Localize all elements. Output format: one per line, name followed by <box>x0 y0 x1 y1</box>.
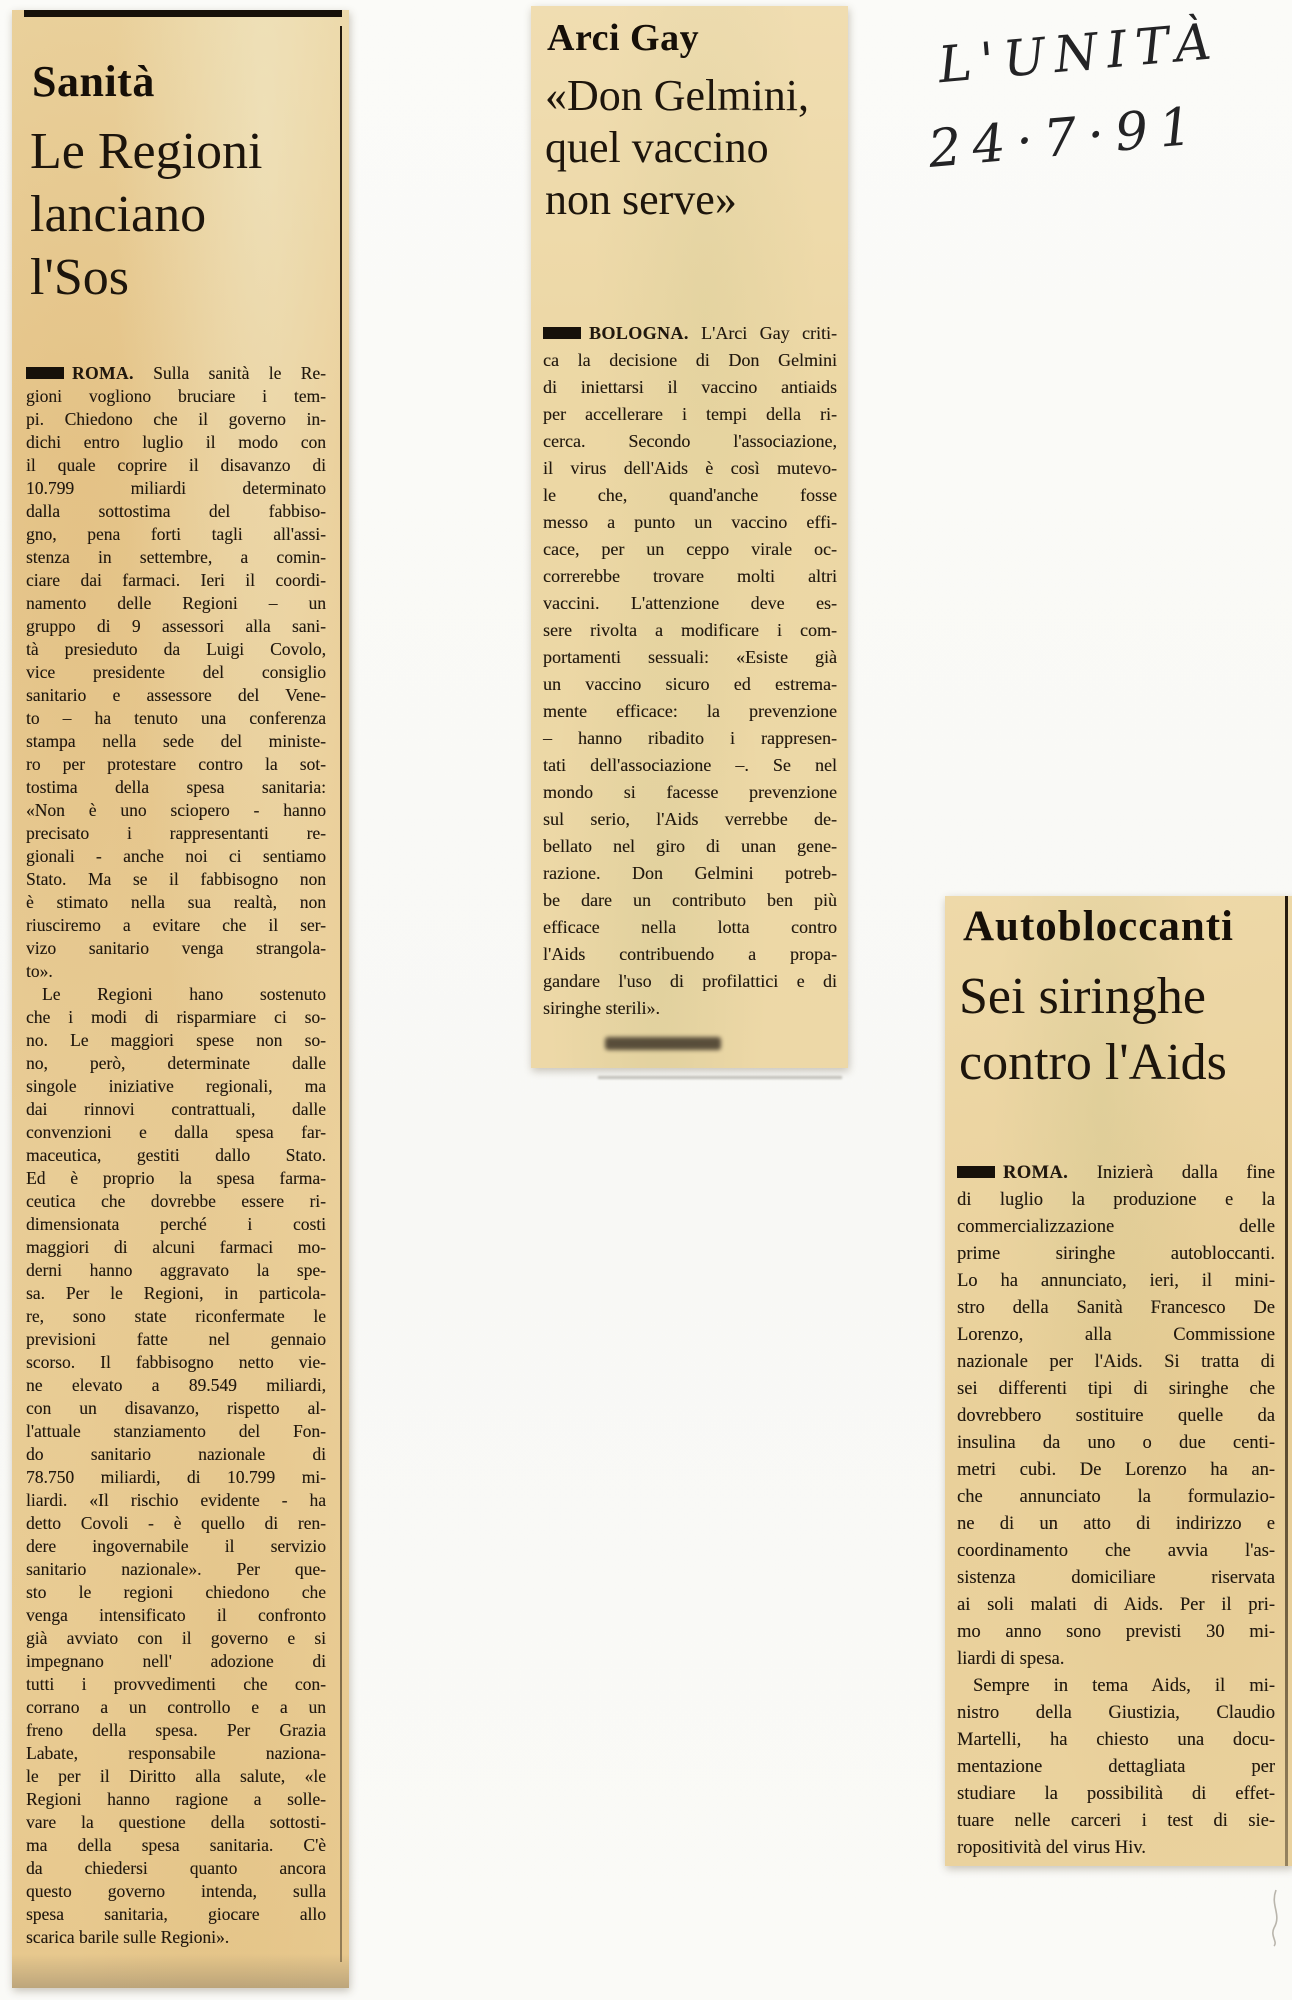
body-line: ciare dai farmaci. Ieri il coordi- <box>26 570 326 590</box>
body-line: maceutica, gestiti dallo Stato. <box>26 1145 326 1165</box>
body-line: dere ingovernabile il servizio <box>26 1536 326 1556</box>
body-line: Le Regioni hano sostenuto <box>42 984 326 1004</box>
body-line: precisato i rappresentanti re- <box>26 823 326 843</box>
dateline-marker <box>957 1166 995 1178</box>
headline-line: non serve» <box>545 175 737 224</box>
body-line: le per il Diritto alla salute, «le <box>26 1766 326 1786</box>
body-line: ne di un atto di indirizzo e <box>957 1514 1275 1534</box>
body-line: stenza in settembre, a comin- <box>26 547 326 567</box>
handwritten-publication: L'UNITÀ <box>936 11 1223 95</box>
body-line: questo governo intenda, sulla <box>26 1881 326 1901</box>
body-line: bellato nel giro di unan gene- <box>543 836 837 856</box>
column-rule <box>340 26 342 1962</box>
body-line: singole iniziative regionali, ma <box>26 1076 326 1096</box>
body-line: sanitario e assessore del Vene- <box>26 685 326 705</box>
headline-line: contro l'Aids <box>959 1034 1227 1091</box>
body-line: freno della spesa. Per Grazia <box>26 1720 326 1740</box>
body-line: convenzioni e dalla spesa far- <box>26 1122 326 1142</box>
body-line: l'Aids contribuendo a propa- <box>543 944 837 964</box>
handwritten-date: 24·7·91 <box>925 96 1206 180</box>
body-line: 78.750 miliardi, di 10.799 mi- <box>26 1467 326 1487</box>
body-line: le che, quand'anche fosse <box>543 485 837 505</box>
body-line: «Non è uno sciopero - hanno <box>26 800 326 820</box>
body-line: sanitario nazionale». Per que- <box>26 1559 326 1579</box>
body-line: Stato. Ma se il fabbisogno non <box>26 869 326 889</box>
body-line: cerca. Secondo l'associazione, <box>543 431 837 451</box>
body-line: commercializzazione delle <box>957 1217 1275 1237</box>
body-line: Martelli, ha chiesto una docu- <box>957 1730 1275 1750</box>
body-line: – hanno ribadito i rappresen- <box>543 728 837 748</box>
body-line: vizo sanitario venga strangola- <box>26 938 326 958</box>
body-line: venga intensificato il confronto <box>26 1605 326 1625</box>
body-line: tuare nelle carceri i test di sie- <box>957 1811 1275 1831</box>
body-line: Ed è proprio la spesa farma- <box>26 1168 326 1188</box>
body-line: dimensionata perché i costi <box>26 1214 326 1234</box>
body-line: mentazione dettagliata per <box>957 1757 1275 1777</box>
headline-line: quel vaccino <box>545 123 769 172</box>
body-line: dichi entro luglio il modo con <box>26 432 326 452</box>
body-line: derni hanno aggravato la spe- <box>26 1260 326 1280</box>
body-line: vice presidente del consiglio <box>26 662 326 682</box>
body-line: no. Le maggiori spese non so- <box>26 1030 326 1050</box>
headline-line: Le Regioni <box>30 123 263 180</box>
body-line: to». <box>26 961 53 981</box>
body-line: nazionale per l'Aids. Si tratta di <box>957 1352 1275 1372</box>
body-line: messo a punto un vaccino effi- <box>543 512 837 532</box>
body-line: dai rinnovi contrattuali, dalle <box>26 1099 326 1119</box>
body-line: sto le regioni chiedono che <box>26 1582 326 1602</box>
body-line: studiare la possibilità di effet- <box>957 1784 1275 1804</box>
body-line: l'attuale stanziamento del Fon- <box>26 1421 326 1441</box>
body-line: sul serio, l'Aids verrebbe de- <box>543 809 837 829</box>
body-line: gionali - anche noi ci sentiamo <box>26 846 326 866</box>
body-line: namento delle Regioni – un <box>26 593 326 613</box>
body-line: gruppo di 9 assessori alla sani- <box>26 616 326 636</box>
headline-line: lanciano <box>30 186 207 243</box>
body-line: è stimato nella sua realtà, non <box>26 892 326 912</box>
body-line: tà presieduto da Luigi Covolo, <box>26 639 326 659</box>
body-line: tostima della spesa sanitaria: <box>26 777 326 797</box>
body-line: ca la decisione di Don Gelmini <box>543 350 837 370</box>
headline-sei-siringhe <box>959 964 1227 1096</box>
body-line: be dare un contributo ben più <box>543 890 837 910</box>
body-line: siringhe sterili». <box>543 998 660 1018</box>
scan-shadow-line <box>598 1076 842 1079</box>
body-line: insulina da uno o due centi- <box>957 1433 1275 1453</box>
article-body-arci-gay <box>543 320 837 1022</box>
body-line: spesa sanitaria, giocare allo <box>26 1904 326 1924</box>
headline-line: l'Sos <box>30 249 129 306</box>
body-line: 10.799 miliardi determinato <box>26 478 326 498</box>
dateline-city: ROMA. <box>1003 1163 1069 1183</box>
body-line: coordinamento che avvia l'as- <box>957 1541 1275 1561</box>
body-line: dovrebbero sostituire quelle da <box>957 1406 1275 1426</box>
body-line: Lo ha annunciato, ieri, il mini- <box>957 1271 1275 1291</box>
body-line: detto Covoli - è quello di ren- <box>26 1513 326 1533</box>
body-line: liardi di spesa. <box>957 1649 1065 1669</box>
clipping-top-rule <box>24 10 342 17</box>
body-line: impegnano nell' adozione di <box>26 1651 326 1671</box>
body-line: mondo si facesse prevenzione <box>543 782 837 802</box>
body-line: gioni vogliono bruciare i tem- <box>26 386 326 406</box>
body-line: sei differenti tipi di siringhe che <box>957 1379 1275 1399</box>
body-line: Regioni hanno ragione a solle- <box>26 1789 326 1809</box>
body-line: già avviato con il governo e si <box>26 1628 326 1648</box>
body-line: maggiori di alcuni farmaci mo- <box>26 1237 326 1257</box>
body-line: pi. Chiedono che il governo in- <box>26 409 326 429</box>
body-line: con un disavanzo, rispetto al- <box>26 1398 326 1418</box>
dateline-city: ROMA. <box>72 363 134 383</box>
body-line: tutti i provvedimenti che con- <box>26 1674 326 1694</box>
body-line: di luglio la produzione e la <box>957 1190 1275 1210</box>
body-line: BOLOGNA. L'Arci Gay criti- <box>543 320 837 347</box>
dateline-city: BOLOGNA. <box>589 323 689 343</box>
body-line: no, però, determinate dalle <box>26 1053 326 1073</box>
newspaper-clipping-arci-gay <box>531 6 848 1068</box>
body-line: Lorenzo, alla Commissione <box>957 1325 1275 1345</box>
body-line: mo anno sono previsti 30 mi- <box>957 1622 1275 1642</box>
body-line: metri cubi. De Lorenzo ha an- <box>957 1460 1275 1480</box>
dateline-marker <box>543 327 581 339</box>
body-line: vaccini. L'attenzione deve es- <box>543 593 837 613</box>
body-line: da chiedersi quanto ancora <box>26 1858 326 1878</box>
body-line: un vaccino sicuro ed estrema- <box>543 674 837 694</box>
torn-text-remnant <box>605 1037 721 1050</box>
newspaper-clipping-autobloccanti <box>945 896 1292 1866</box>
body-line: cace, per un ceppo virale oc- <box>543 539 837 559</box>
body-line: to – ha tenuto una conferenza <box>26 708 326 728</box>
body-line: sere rivolta a modificare i com- <box>543 620 837 640</box>
body-line: vare la questione della sottosti- <box>26 1812 326 1832</box>
body-line: efficace nella lotta contro <box>543 917 837 937</box>
body-line: re, sono state riconfermate le <box>26 1306 326 1326</box>
kicker-autobloccanti: Autobloccanti <box>963 903 1234 950</box>
body-line: stro della Sanità Francesco De <box>957 1298 1275 1318</box>
body-line: ma della spesa sanitaria. C'è <box>26 1835 326 1855</box>
headline-don-gelmini <box>545 70 809 226</box>
body-line: prime siringhe autobloccanti. <box>957 1244 1275 1264</box>
body-line: scorso. Il fabbisogno netto vie- <box>26 1352 326 1372</box>
body-line: di iniettarsi il vaccino antiaids <box>543 377 837 397</box>
body-line: ROMA. Inizierà dalla fine <box>957 1160 1275 1187</box>
body-line: scarica barile sulle Regioni». <box>26 1927 230 1947</box>
kicker-arci-gay: Arci Gay <box>547 17 700 59</box>
body-line: ne elevato a 89.549 miliardi, <box>26 1375 326 1395</box>
body-line: ceutica che dovrebbe essere ri- <box>26 1191 326 1211</box>
article-body-sanita <box>26 362 326 1949</box>
body-line: il virus dell'Aids è così mutevo- <box>543 458 837 478</box>
body-line: liardi. «Il rischio evidente - ha <box>26 1490 326 1510</box>
headline-line: «Don Gelmini, <box>545 71 809 120</box>
article-body-autobloccanti <box>957 1160 1275 1862</box>
body-line: ro per protestare contro la sot- <box>26 754 326 774</box>
body-line: che i modi di risparmiare ci so- <box>26 1007 326 1027</box>
body-line: tati dell'associazione –. Se nel <box>543 755 837 775</box>
pencil-mark <box>1256 1888 1292 1948</box>
headline-line: Sei siringhe <box>959 968 1206 1025</box>
body-line: nistro della Giustizia, Claudio <box>957 1703 1275 1723</box>
body-line: correrebbe trovare molti altri <box>543 566 837 586</box>
body-line: mente efficace: la prevenzione <box>543 701 837 721</box>
body-line: stampa nella sede del ministe- <box>26 731 326 751</box>
body-line: do sanitario nazionale di <box>26 1444 326 1464</box>
body-line: sa. Per le Regioni, in particola- <box>26 1283 326 1303</box>
body-line: gno, pena forti tagli all'assi- <box>26 524 326 544</box>
body-line: sistenza domiciliare riservata <box>957 1568 1275 1588</box>
body-line: ROMA. Sulla sanità le Re- <box>26 362 326 385</box>
body-line: Labate, responsabile naziona- <box>26 1743 326 1763</box>
body-line: che annunciato la formulazio- <box>957 1487 1275 1507</box>
body-line: corrano a un controllo e a un <box>26 1697 326 1717</box>
column-rule <box>1285 896 1288 1866</box>
body-line: per accellerare i tempi della ri- <box>543 404 837 424</box>
body-line: ropositività del virus Hiv. <box>957 1838 1146 1858</box>
kicker-sanita: Sanità <box>32 57 155 106</box>
headline-le-regioni <box>30 120 263 309</box>
body-line: ai soli malati di Aids. Per il pri- <box>957 1595 1275 1615</box>
body-line: il quale coprire il disavanzo di <box>26 455 326 475</box>
body-line: portamenti sessuali: «Esiste già <box>543 647 837 667</box>
body-line: razione. Don Gelmini potreb- <box>543 863 837 883</box>
body-line: dalla sottostima del fabbiso- <box>26 501 326 521</box>
dateline-marker <box>26 367 64 379</box>
body-line: riusciremo a evitare che il ser- <box>26 915 326 935</box>
body-line: previsioni fatte nel gennaio <box>26 1329 326 1349</box>
newspaper-clipping-sanita <box>12 10 349 1988</box>
body-line: Sempre in tema Aids, il mi- <box>973 1676 1275 1696</box>
body-line: gandare l'uso di profilattici e di <box>543 971 837 991</box>
